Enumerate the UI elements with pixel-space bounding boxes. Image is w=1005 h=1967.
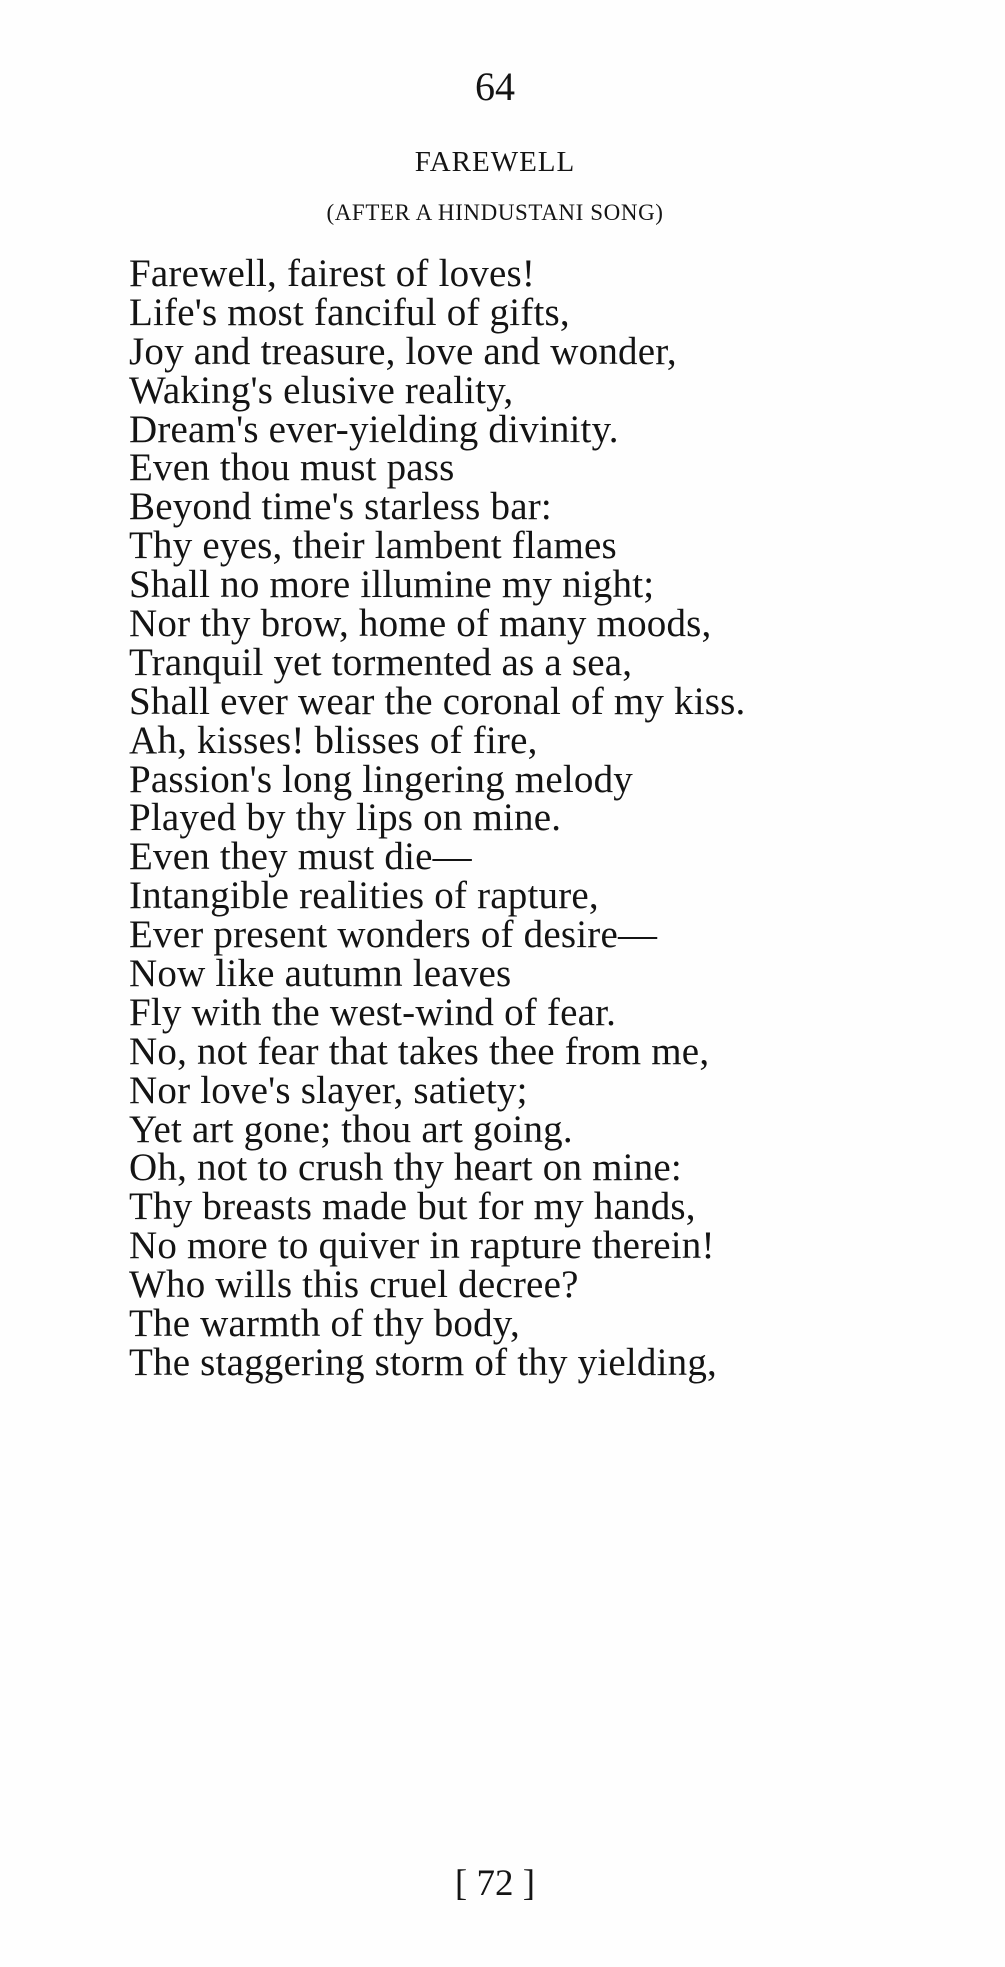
poem-line: Shall no more illumine my night; bbox=[129, 563, 655, 607]
poem-line: Thy breasts made but for my hands, bbox=[129, 1185, 696, 1229]
poem-line: Shall ever wear the coronal of my kiss. bbox=[129, 679, 746, 723]
poem-line: Nor love's slayer, satiety; bbox=[129, 1068, 528, 1112]
poem-line: Who wills this cruel decree? bbox=[129, 1263, 579, 1307]
poem-line: Even thou must pass bbox=[129, 446, 455, 490]
page-folio: [ 72 ] bbox=[454, 1863, 536, 1904]
poem-line: Joy and treasure, love and wonder, bbox=[129, 329, 677, 373]
poem-line: Intangible realities of rapture, bbox=[129, 874, 599, 918]
poem-body bbox=[129, 252, 979, 1384]
poem-line: Nor thy brow, home of many moods, bbox=[129, 602, 712, 646]
poem-line: No more to quiver in rapture therein! bbox=[129, 1224, 715, 1268]
poem-line: Beyond time's starless bar: bbox=[129, 485, 552, 529]
poem-line: Even they must die— bbox=[129, 835, 472, 879]
poem-line: The warmth of thy body, bbox=[129, 1302, 520, 1346]
poem-number: 64 bbox=[475, 64, 515, 109]
poem-line: Farewell, fairest of loves! bbox=[129, 252, 536, 295]
poem-line: Now like autumn leaves bbox=[129, 952, 512, 996]
poem-line: Played by thy lips on mine. bbox=[129, 796, 562, 840]
poem-line: Dream's ever-yielding divinity. bbox=[129, 407, 619, 451]
poem-line: Waking's elusive reality, bbox=[129, 368, 514, 412]
poem-line: Yet art gone; thou art going. bbox=[129, 1107, 573, 1151]
poem-line: No, not fear that takes thee from me, bbox=[129, 1029, 710, 1073]
poem-line: Fly with the west-wind of fear. bbox=[129, 990, 617, 1034]
poem-line: The staggering storm of thy yielding, bbox=[129, 1340, 717, 1384]
poem-line: Ever present wonders of desire— bbox=[129, 913, 658, 957]
poem-line: Life's most fanciful of gifts, bbox=[129, 290, 570, 334]
poem-title: FAREWELL bbox=[414, 146, 576, 178]
poem-line: Ah, kisses! blisses of fire, bbox=[129, 718, 538, 762]
poem-line: Tranquil yet tormented as a sea, bbox=[129, 640, 633, 684]
poem-line: Passion's long lingering melody bbox=[129, 757, 633, 801]
poem-line: Oh, not to crush thy heart on mine: bbox=[129, 1146, 682, 1190]
poem-subtitle: (AFTER A HINDUSTANI SONG) bbox=[326, 200, 664, 225]
poem-line: Thy eyes, their lambent flames bbox=[129, 524, 617, 568]
